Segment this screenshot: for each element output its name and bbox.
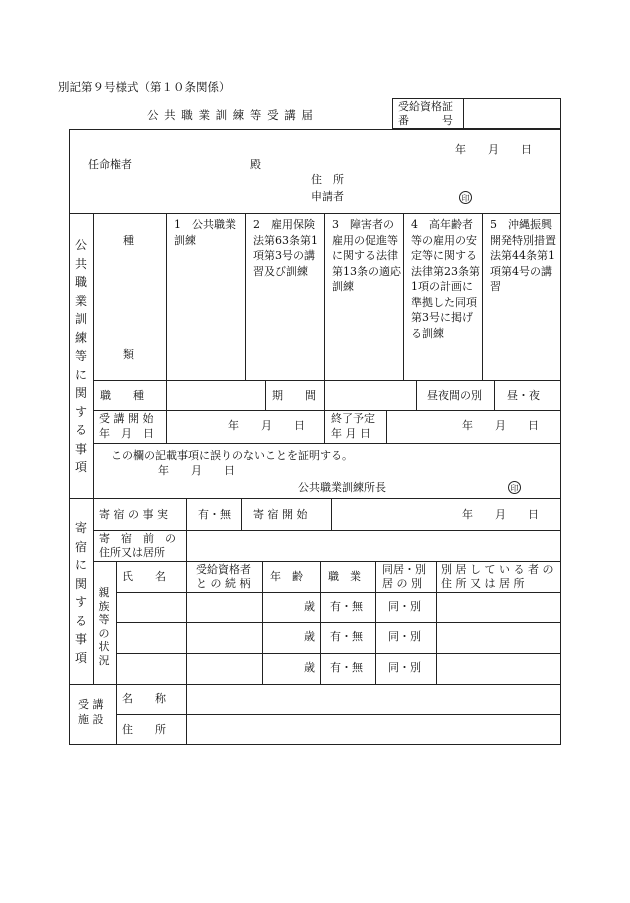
training-option-5[interactable]: 5 沖縄振興開発特別措置法第44条第1項第4号の講習: [490, 218, 556, 293]
col-age-header: 年 齢: [270, 570, 303, 583]
dorm-fact-value[interactable]: 有・無: [198, 508, 231, 521]
dorm-start-label: 寄 宿 開 始: [253, 508, 308, 521]
facility-address-label: 住 所: [122, 723, 166, 736]
kind-label-top: 種: [123, 234, 134, 247]
period-input[interactable]: [326, 382, 414, 408]
dorm-start-date[interactable]: 年 月 日: [462, 508, 539, 521]
dono-label: 殿: [250, 158, 261, 171]
table-row-2-job[interactable]: 有・無: [330, 630, 363, 643]
table-row-1-job[interactable]: 有・無: [330, 600, 363, 613]
submission-date: 年 月 日: [455, 143, 532, 156]
col-separate-address-header-2: 住 所 又 は 居 所: [441, 577, 525, 590]
end-label-2: 年 月 日: [331, 427, 371, 440]
certification-date[interactable]: 年 月 日: [158, 464, 235, 477]
applicant-seal-icon: 印: [459, 191, 472, 204]
certification-text: この欄の記載事項に誤りのないことを証明する。: [111, 449, 353, 462]
dorm-fact-label: 寄 宿 の 事 実: [99, 508, 168, 521]
training-option-2[interactable]: 2 雇用保険法第63条第1項第3号の講習及び訓練: [253, 218, 318, 278]
kind-label-bottom: 類: [123, 348, 134, 361]
facility-name-label: 名 称: [122, 692, 166, 705]
section1-vertical-label: 公共職業訓練等に関する事項: [74, 238, 87, 474]
period-label: 期 間: [272, 389, 316, 402]
col-name-header: 氏 名: [122, 570, 166, 583]
table-row-3-job[interactable]: 有・無: [330, 661, 363, 674]
start-label-2: 年 月 日: [99, 427, 154, 440]
col-cohab-header-1: 同居・別: [382, 563, 426, 576]
prev-address-input[interactable]: [188, 532, 559, 559]
applicant-label: 申請者: [311, 190, 344, 203]
prev-address-label-1: 寄 宿 前 の: [99, 532, 176, 545]
table-row-3-cohab[interactable]: 同・別: [388, 661, 421, 674]
table-row-1-age: 歳: [304, 600, 315, 613]
col-relation-header-2: と の 続 柄: [196, 577, 251, 590]
family-status-label: 親族等の状況: [98, 586, 110, 667]
director-label: 公共職業訓練所長: [298, 481, 386, 494]
end-date[interactable]: 年 月 日: [462, 419, 539, 432]
facility-label-1: 受 講: [78, 698, 104, 711]
appointer-label: 任命権者: [88, 158, 132, 171]
table-row-2-age: 歳: [304, 630, 315, 643]
end-label-1: 終了予定: [331, 412, 375, 425]
cert-label-2: 番 号: [398, 114, 453, 127]
day-night-value[interactable]: 昼・夜: [507, 389, 540, 402]
form-number: 別記第９号様式（第１０条関係）: [58, 80, 231, 94]
certificate-number-input[interactable]: [465, 100, 559, 127]
facility-address-input[interactable]: [188, 716, 559, 743]
table-row-1-cohab[interactable]: 同・別: [388, 600, 421, 613]
training-option-3[interactable]: 3 障害者の雇用の促進等に関する法律第13条の適応訓練: [332, 218, 401, 293]
table-row-2-cohab[interactable]: 同・別: [388, 630, 421, 643]
col-job-header: 職 業: [328, 570, 361, 583]
training-option-4[interactable]: 4 高年齢者等の雇用の安定等に関する法律第23条第1項の計画に準拠した同項第3号に掲げる訓練: [411, 218, 480, 340]
job-type-input[interactable]: [168, 382, 263, 408]
col-cohab-header-2: 居 の 別: [382, 577, 422, 590]
training-option-1[interactable]: 1 公共職業訓練: [174, 218, 236, 247]
job-type-label: 職 種: [100, 389, 144, 402]
facility-name-input[interactable]: [188, 686, 559, 712]
address-label: 住 所: [311, 173, 344, 186]
start-label-1: 受 講 開 始: [99, 412, 154, 425]
prev-address-label-2: 住所又は居所: [99, 546, 165, 559]
col-relation-header-1: 受給資格者: [196, 563, 251, 576]
form-title: 公 共 職 業 訓 練 等 受 講 届: [147, 108, 314, 122]
start-date[interactable]: 年 月 日: [228, 419, 305, 432]
table-row-3-age: 歳: [304, 661, 315, 674]
director-seal-icon: 印: [508, 481, 521, 494]
facility-label-2: 施 設: [78, 713, 104, 726]
cert-label-1: 受給資格証: [398, 100, 453, 113]
section2-vertical-label: 寄宿に関する事項: [74, 521, 87, 665]
col-separate-address-header-1: 別 居 し て い る 者 の: [441, 563, 554, 576]
day-night-label: 昼夜間の別: [427, 389, 482, 402]
